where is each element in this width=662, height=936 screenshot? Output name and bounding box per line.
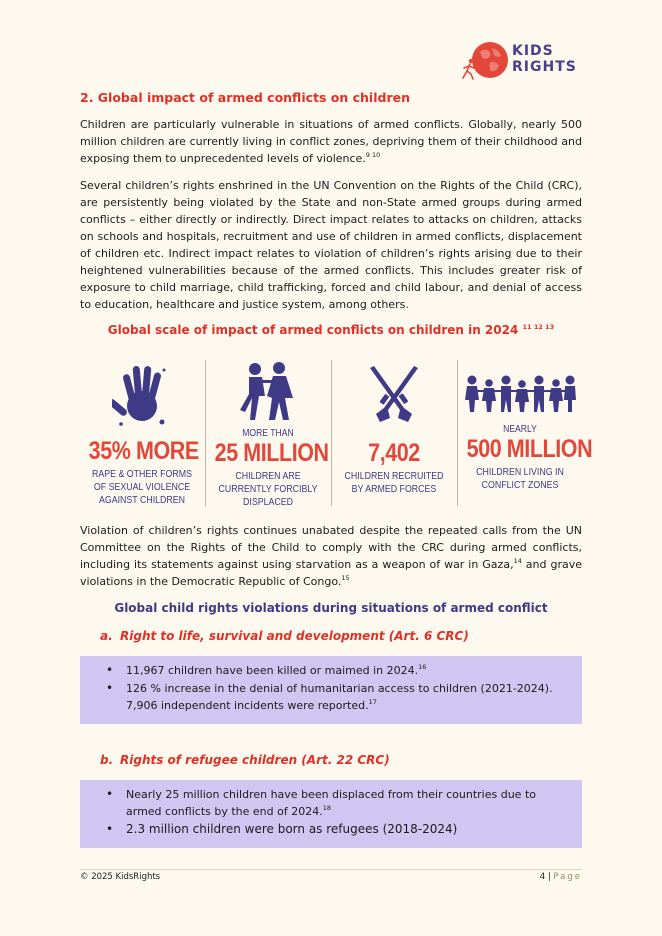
violations-title: Global child rights violations during situations of armed conflict [114, 601, 548, 615]
section-b-heading [100, 753, 390, 767]
page-label: Page [553, 872, 582, 882]
section-letter: a. [100, 629, 113, 643]
bullet-text: 2.3 million children were born as refugees (2018-2024) [126, 822, 458, 836]
intro-text: Children are particularly vulnerable in situations of armed conflicts. Globally, nearly 500 million children are currently living in conflict zones, depriving them of their childhood and exposing them to unprecedented levels of violence. [80, 118, 582, 165]
stat-label: CHILDREN ARE CURRENTLY FORCIBLY DISPLACED [218, 470, 318, 508]
list-item [106, 662, 562, 679]
stat-displaced [206, 352, 330, 510]
footer-copyright: © 2025 KidsRights [80, 872, 161, 882]
footnote-ref[interactable]: 9 10 [365, 151, 381, 159]
stat-recruited [332, 352, 456, 510]
footnote-ref[interactable]: 15 [341, 574, 350, 582]
stat-label: CHILDREN LIVING IN CONFLICT ZONES [476, 466, 564, 491]
intro-paragraph [80, 116, 582, 167]
bullet-text: 126 % increase in the denial of humanitarian access to children (2021-2024). 7,906 independent incidents were reported. [126, 682, 553, 712]
footer-divider [80, 869, 582, 870]
section-a-box [80, 656, 582, 724]
footnote-ref[interactable]: 18 [322, 804, 331, 812]
section-a-heading [100, 629, 469, 643]
crossed-rifles-icon [362, 364, 426, 426]
stat-value: 7,402 [368, 439, 420, 467]
stat-value: 500 MILLION [466, 435, 593, 463]
list-item [106, 680, 562, 714]
rights-paragraph: Several children’s rights enshrined in the UN Convention on the Rights of the Child (CRC), are persistently being violated by the State and non-State armed groups during armed conflicts – either directly or indirectly. Direct impact relates to attacks on children, attacks on schools and hospitals, recruitment and use of children in armed conflicts, displacement of children etc. Indirect impact relates to violation of children’s rights arising due to their heightened vulnerabilities because of the armed conflicts. This includes greater risk of exposure to child marriage, child trafficking, forced and child labour, and denial of access to education, healthcare and justice system, among others. [80, 179, 582, 311]
section-a-title: Right to life, survival and development (Art. 6 CRC) [120, 629, 469, 643]
footnote-ref[interactable]: 11 12 13 [522, 323, 555, 331]
section-letter: b. [100, 753, 114, 767]
infographic-title-text: Global scale of impact of armed conflicts on children in 2024 [107, 323, 519, 337]
section-heading: 2. Global impact of armed conflicts on children [80, 90, 410, 105]
page-separator: | [547, 872, 551, 882]
logo-line-1: KIDS [512, 43, 554, 59]
stat-value: 25 MILLION [214, 439, 329, 467]
violations-text-a: Violation of children’s rights continues unabated despite the repeated calls from the UN Committee on the Rights of the Child to comply with the CRC during armed conflicts, including its statements against using starvation as a weapon of war in Gaza, [80, 524, 582, 571]
footnote-ref[interactable]: 16 [418, 663, 427, 671]
footer-page-number [440, 872, 582, 882]
stat-pre: MORE THAN [242, 428, 294, 439]
page-number: 4 [539, 872, 546, 882]
footnote-ref[interactable]: 14 [513, 557, 522, 565]
logo-line-2: RIGHTS [512, 59, 577, 75]
children-group-icon [464, 374, 576, 414]
stat-conflict-zones [458, 352, 593, 510]
stat-label: RAPE & OTHER FORMS OF SEXUAL VIOLENCE AGAINST CHILDREN [92, 468, 192, 506]
hand-icon [112, 362, 172, 430]
impact-infographic [80, 352, 593, 510]
stat-sexual-violence [80, 352, 204, 510]
bullet-text: 11,967 children have been killed or maimed in 2024. [126, 664, 419, 677]
stat-pre: NEARLY [503, 424, 537, 435]
list-item [106, 821, 562, 838]
bullet-text: Nearly 25 million children have been displaced from their countries due to armed conflicts by the end of 2024. [126, 788, 536, 818]
violations-text-b: and grave violations in the Democratic Republic of Congo. [80, 558, 582, 588]
violations-paragraph [80, 522, 582, 590]
footnote-ref[interactable]: 17 [368, 698, 377, 706]
globe-icon [472, 42, 508, 78]
kidsrights-logo [462, 40, 578, 80]
fleeing-children-icon [235, 360, 301, 422]
stat-label: CHILDREN RECRUITED BY ARMED FORCES [344, 470, 444, 495]
list-item [106, 786, 562, 820]
section-b-box [80, 780, 582, 848]
section-b-title: Rights of refugee children (Art. 22 CRC) [120, 753, 390, 767]
stat-value: 35% MORE [88, 437, 199, 465]
infographic-title [80, 323, 582, 337]
